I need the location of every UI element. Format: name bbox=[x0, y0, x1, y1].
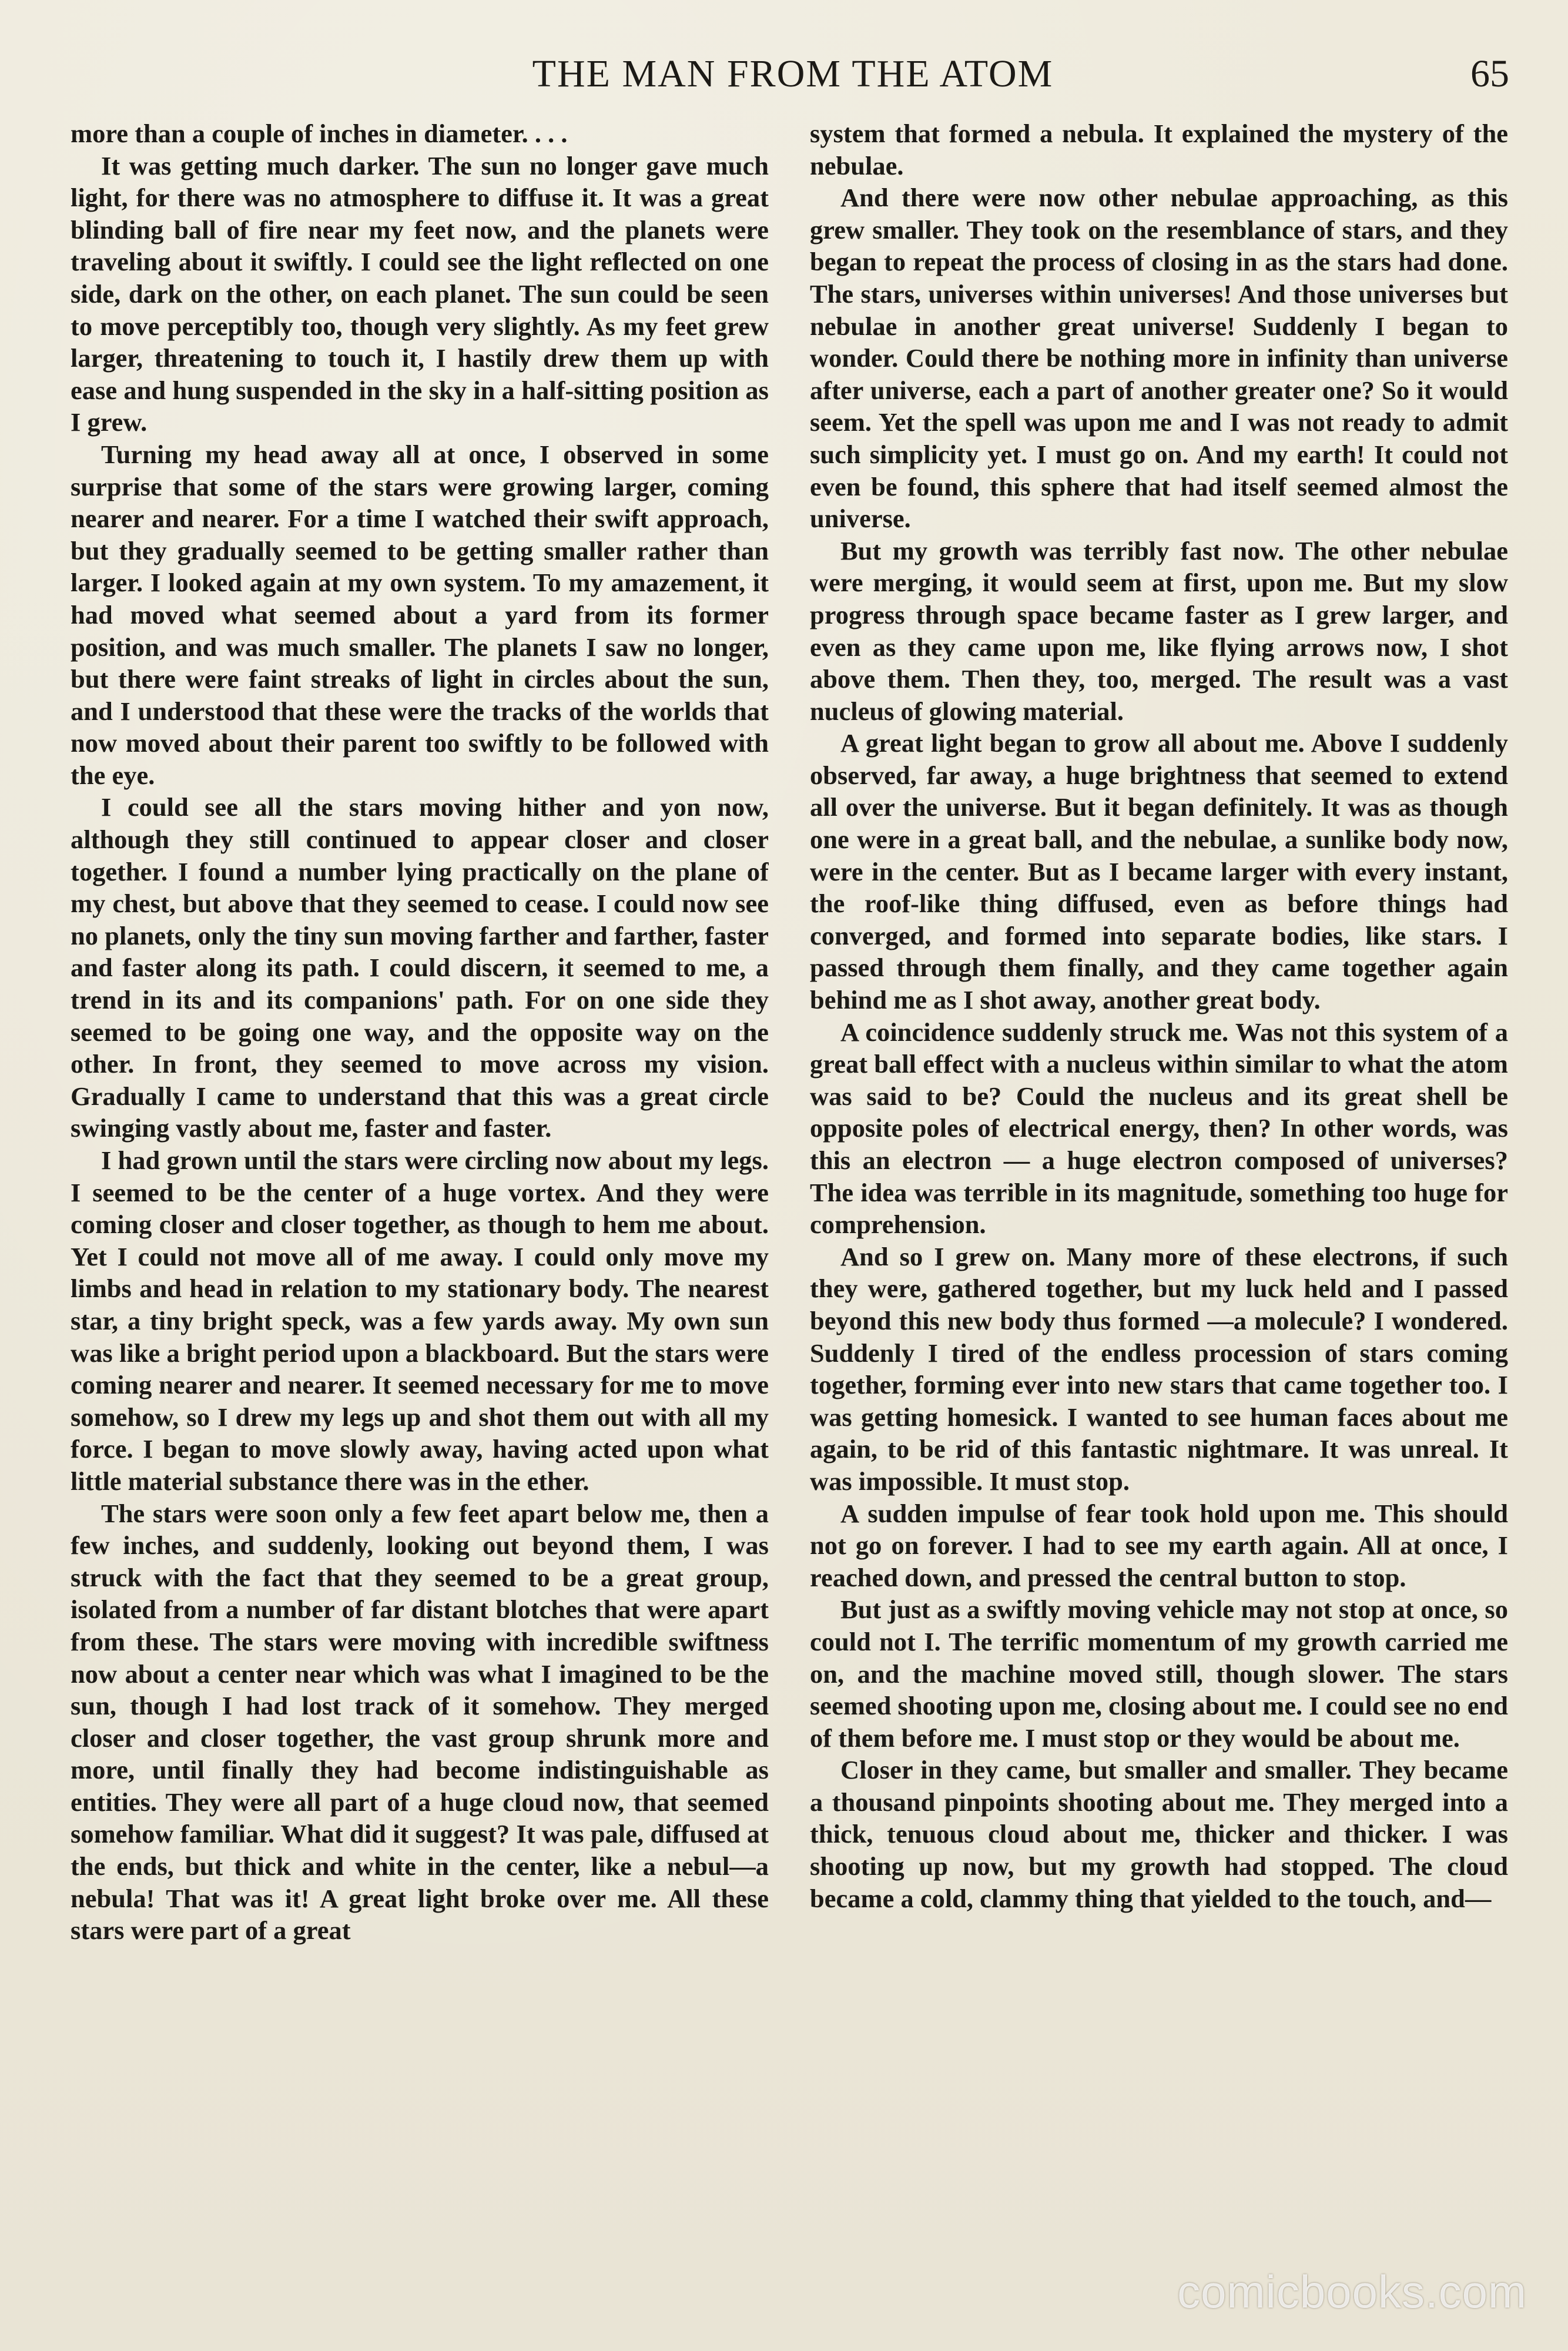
paragraph: system that formed a nebula. It explained the mystery of the nebulae. bbox=[810, 119, 1508, 180]
paragraph: Closer in they came, but smaller and smaller. They became a thousand pinpoints shooting about me. They merged into a thick, tenuous cloud about me, thicker and thicker. I was shooting up now, but my growth had stopped. The cloud became a cold, clammy thing that yielded to the touch, and— bbox=[810, 1755, 1508, 1913]
page-header bbox=[71, 52, 1515, 116]
paragraph: A coincidence suddenly struck me. Was not this system of a great ball effect with a nucleus within similar to what the atom was said to be? Could the nucleus and its great shell be opposite poles of electrical energy, then? In other words, was this an electron — a huge electron composed of universes? The idea was terrible in its magnitude, something too huge for comprehension. bbox=[810, 1017, 1508, 1240]
paragraph: A great light began to grow all about me. Above I suddenly observed, far away, a huge brightness that seemed to extend all over the universe. But it began definitely. It was as though one were in a great ball, and the nebulae, a sunlike body now, were in the center. But as I became larger with every instant, the roof-like thing diffused, even as before things had converged, and formed into separate bodies, like stars. I passed through them finally, and they came together again behind me as I shot away, another great body. bbox=[810, 728, 1508, 1015]
paragraph: A sudden impulse of fear took hold upon me. This should not go on forever. I had to see my earth again. All at once, I reached down, and pressed the central button to stop. bbox=[810, 1498, 1508, 1592]
watermark-logo: comicbooks.com bbox=[1177, 2266, 1527, 2317]
paragraph: The stars were soon only a few feet apart below me, then a few inches, and suddenly, looking out beyond them, I was struck with the fact that they seemed to be a great group, isolated from a number of far distant blotches that were apart from these. The stars were moving with incredible swiftness now about a center near which was what I imagined to be the sun, though I had lost track of it somehow. They merged closer and closer together, the vast group shrunk more and more, until finally they had become indistinguishable as entities. They were all part of a huge cloud now, that seemed somehow familiar. What did it suggest? It was pale, diffused at the ends, but thick and white in the center, like a nebul—a nebula! That was it! A great light broke over me. All these stars were part of a great bbox=[71, 1498, 769, 1945]
paragraph: But my growth was terribly fast now. The other nebulae were merging, it would seem at first, upon me. But my slow progress through space became faster as I grew larger, and even as they came upon me, like flying arrows now, I shot above them. Then they, too, merged. The result was a vast nucleus of glowing material. bbox=[810, 535, 1508, 726]
paragraph: But just as a swiftly moving vehicle may not stop at once, so could not I. The terrific momentum of my growth carried me on, and the machine moved still, though slower. The stars seemed shooting upon me, closing about me. I could see no end of them before me. I must stop or they would be about me. bbox=[810, 1595, 1508, 1753]
paragraph: I could see all the stars moving hither and yon now, although they still continued to appear closer and closer together. I found a number lying practically on the plane of my chest, but above that they seemed to cease. I could now see no planets, only the tiny sun moving farther and farther, faster and faster along its path. I could discern, it seemed to me, a trend in its and its companions' path. For on one side they seemed to be going one way, and the opposite way on the other. In front, they seemed to move across my vision. Gradually I came to understand that this was a great circle swinging vastly about me, faster and faster. bbox=[71, 792, 769, 1143]
paragraph: I had grown until the stars were circling now about my legs. I seemed to be the center of a huge vortex. And they were coming closer and closer together, as though to hem me about. Yet I could not move all of me away. I could only move my limbs and head in relation to my stationary body. The nearest star, a tiny bright speck, was a few yards away. My own sun was like a bright period upon a blackboard. But the stars were coming nearer and nearer. It seemed necessary for me to move somehow, so I drew my legs up and shot them out with all my force. I began to move slowly away, having acted upon what little material substance there was in the ether. bbox=[71, 1146, 769, 1496]
paragraph: And there were now other nebulae approaching, as this grew smaller. They took on the resemblance of stars, and they began to repeat the process of closing in as the stars had done. The stars, universes within universes! And those universes but nebulae in another great universe! Suddenly I began to wonder. Could there be nothing more in infinity than universe after universe, each a part of another greater one? So it would seem. Yet the spell was upon me and I was not ready to admit such simplicity yet. I must go on. And my earth! It could not even be found, this sphere that had itself seemed almost the universe. bbox=[810, 183, 1508, 534]
right-column bbox=[810, 118, 1508, 2304]
left-column bbox=[71, 118, 769, 2304]
paragraph: It was getting much darker. The sun no longer gave much light, for there was no atmosphere to diffuse it. It was a great blinding ball of fire near my feet now, and the planets were traveling about it swiftly. I could see the light reflected on one side, dark on the other, on each planet. The sun could be seen to move perceptibly too, though very slightly. As my feet grew larger, threatening to touch it, I hastily drew them up with ease and hung suspended in the sky in a half-sitting position as I grew. bbox=[71, 150, 769, 437]
page-number: 65 bbox=[1470, 52, 1509, 95]
paragraph: Turning my head away all at once, I observed in some surprise that some of the stars were growing larger, coming nearer and nearer. For a time I watched their swift approach, but they gradually seemed to be getting smaller rather than larger. I looked again at my own system. To my amazement, it had moved what seemed about a yard from its former position, and was much smaller. The planets I saw no longer, but there were faint streaks of light in circles about the sun, and I understood that these were the tracks of the worlds that now moved about their parent too swiftly to be followed with the eye. bbox=[71, 439, 769, 790]
paragraph: more than a couple of inches in diameter. . . . bbox=[71, 119, 568, 148]
paragraph: And so I grew on. Many more of these electrons, if such they were, gathered together, but my luck held and I passed beyond this new body thus formed —a molecule? I wondered. Suddenly I tired of the endless procession of stars coming together, forming ever into new stars that came together too. I was getting homesick. I wanted to see human faces about me again, to be rid of this fantastic nightmare. It was unreal. It was impossible. It must stop. bbox=[810, 1241, 1508, 1496]
running-title: THE MAN FROM THE ATOM bbox=[532, 52, 1054, 95]
